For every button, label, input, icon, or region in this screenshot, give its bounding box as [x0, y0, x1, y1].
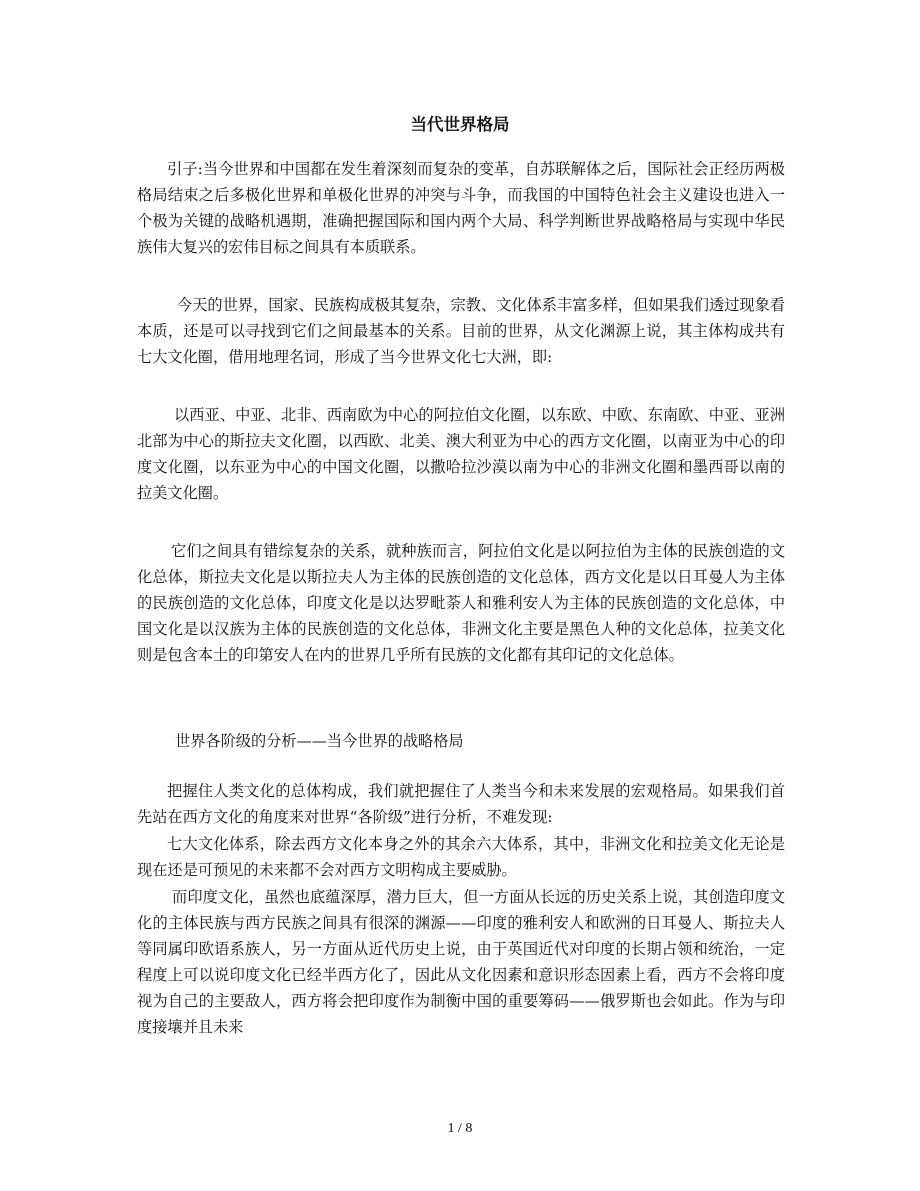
document-title: 当代世界格局: [410, 115, 510, 134]
paragraph-intro: 引子:当今世界和中国都在发生着深刻而复杂的变革，自苏联解体之后，国际社会正经历两极格局结束之后多极化世界和单极化世界的冲突与斗争，而我国的中国特色社会主义建设也进入一个极为关键的战略机遇期，准确把握国际和国内两个大局、科学判断世界战略格局与实现中华民族伟大复兴的宏伟目标之间具有本质联系。: [137, 160, 785, 256]
paragraph-relations: 它们之间具有错综复杂的关系，就种族而言，阿拉伯文化是以阿拉伯为主体的民族创造的文化总体，斯拉夫文化是以斯拉夫人为主体的民族创造的文化总体，西方文化是以日耳曼人为主体的民族创造的文化总体，印度文化是以达罗毗荼人和雅利安人为主体的民族创造的文化总体，中国文化是以汉族为主体的民族创造的文化总体，非洲文化主要是黑色人种的文化总体，拉美文化则是包含本土的印第安人在内的世界几乎所有民族的文化都有其印记的文化总体。: [137, 542, 785, 664]
paragraph-six-systems: 七大文化体系，除去西方文化本身之外的其余六大体系，其中，非洲文化和拉美文化无论是现在还是可预见的未来都不会对西方文明构成主要威胁。: [137, 835, 785, 879]
paragraph-world-overview: 今天的世界，国家、民族构成极其复杂，宗教、文化体系丰富多样，但如果我们透过现象看本质，还是可以寻找到它们之间最基本的关系。目前的世界，从文化渊源上说，其主体构成共有七大文化圈，借用地理名词，形成了当今世界文化七大洲，即:: [137, 296, 785, 366]
paragraph-grasp-culture: 把握住人类文化的总体构成，我们就把握住了人类当今和未来发展的宏观格局。如果我们首先站在西方文化的角度来对世界“各阶级”进行分析，不难发现:: [137, 782, 785, 826]
section-heading: 世界各阶级的分析——当今世界的战略格局: [175, 732, 464, 750]
page-number: 1 / 8: [447, 1121, 473, 1136]
paragraph-india-culture: 而印度文化，虽然也底蕴深厚，潜力巨大，但一方面从长远的历史关系上说，其创造印度文化的主体民族与西方民族之间具有很深的渊源——印度的雅利安人和欧洲的日耳曼人、斯拉夫人等同属印欧语系族人，另一方面从近代历史上说，由于英国近代对印度的长期占领和统治，一定程度上可以说印度文化已经半西方化了，因此从文化因素和意识形态因素上看，西方不会将印度视为自己的主要敌人，西方将会把印度作为制衡中国的重要筹码——俄罗斯也会如此。作为与印度接壤并且未来: [137, 888, 785, 1036]
paragraph-seven-cultures: 以西亚、中亚、北非、西南欧为中心的阿拉伯文化圈，以东欧、中欧、东南欧、中亚、亚洲北部为中心的斯拉夫文化圈，以西欧、北美、澳大利亚为中心的西方文化圈，以南亚为中心的印度文化圈，以东亚为中心的中国文化圈，以撒哈拉沙漠以南为中心的非洲文化圈和墨西哥以南的拉美文化圈。: [137, 406, 785, 502]
